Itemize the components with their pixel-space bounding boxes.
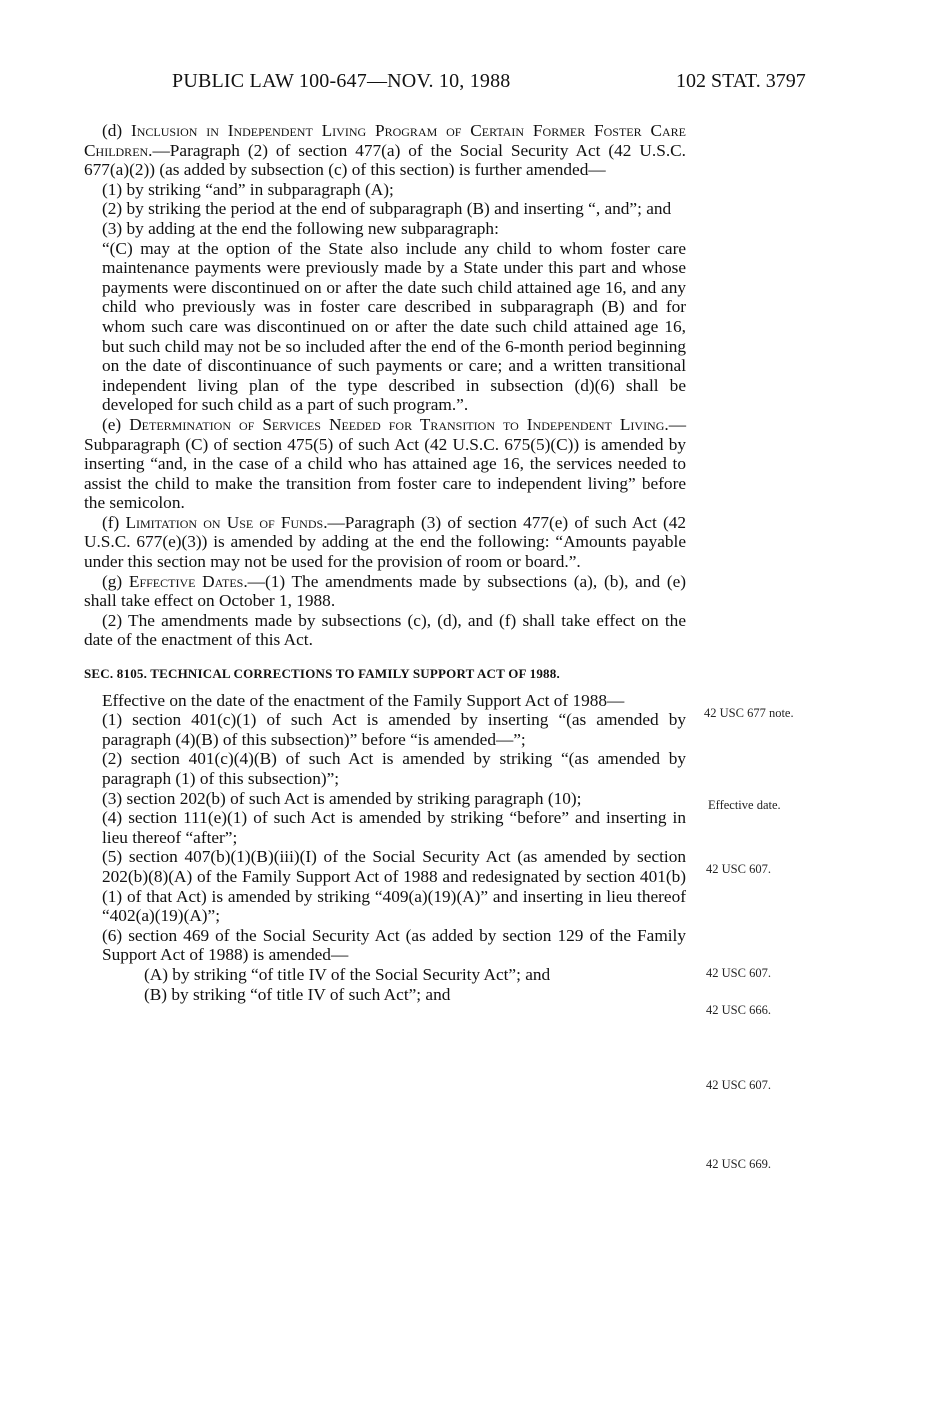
- subsection-g: (g) Effective Dates.—(1) The amendments made by subsections (a), (b), and (e) shall take effect on October 1, 1988.: [84, 571, 686, 611]
- subsection-d-item-3: (3) by adding at the end the following new subparagraph:: [102, 218, 499, 238]
- section-8105-item-4: (4) section 111(e)(1) of such Act is amended by striking “before” and inserting in lieu thereof “after”;: [102, 808, 686, 847]
- subsection-d-quoted-text: “(C) may at the option of the State also include any child to whom foster care maintenance payments were previously made by a State under this part and whose payments were discontinued on or after the date such child attained age 16, and any child who previously was in foster care described in subparagraph (B) and for whom such care was discontinued on or after the date such child attained age 16, but such child may not be so included after the end of the 6-month period beginning on the date of discontinuance of such payments or care; and a written transitional independent living plan of the type described in subsection (d)(6) shall be developed for such child as a part of such program.”.: [102, 238, 686, 415]
- margin-note: 42 USC 677 note.: [704, 706, 794, 720]
- section-8105-heading: SEC. 8105. TECHNICAL CORRECTIONS TO FAMILY SUPPORT ACT OF 1988.: [84, 666, 560, 682]
- margin-note: 42 USC 607.: [706, 1078, 771, 1092]
- section-8105-subitem-a: (A) by striking “of title IV of the Social Security Act”; and: [144, 964, 551, 984]
- section-8105-item-5: (5) section 407(b)(1)(B)(iii)(I) of the Social Security Act (as amended by section 202(b)(8)(A) of the Family Support Act of 1988 and redesignated by section 401(b)(1) of that Act) is amended by striking “409(a)(19)(A)” and inserting in lieu thereof “402(a)(19)(A)”;: [102, 847, 686, 926]
- subsection-d-heading: Inclusion in Independent Living Program of Certain Former Foster Care Children.: [84, 121, 686, 160]
- subsection-f: (f) Limitation on Use of Funds.—Paragraph (3) of section 477(e) of such Act (42 U.S.C. 677(e)(3)) is amended by adding at the end the following: “Amounts payable under this section may not be used for the provision of room or board.”.: [84, 512, 686, 572]
- subsection-d-item-1: (1) by striking “and” in subparagraph (A);: [102, 179, 394, 199]
- section-8105-intro: Effective on the date of the enactment of the Family Support Act of 1988—: [102, 690, 625, 710]
- statute-body: [84, 121, 686, 1004]
- subsection-d-item-2: (2) by striking the period at the end of subparagraph (B) and inserting “, and”; and: [102, 199, 672, 219]
- section-8105-subitem-b: (B) by striking “of title IV of such Act”; and: [144, 984, 451, 1004]
- running-header: PUBLIC LAW 100-647—NOV. 10, 1988: [172, 70, 511, 92]
- subsection-f-heading: Limitation on Use of Funds.: [125, 512, 328, 532]
- margin-note: Effective date.: [708, 798, 781, 812]
- subsection-d: (d) Inclusion in Independent Living Program of Certain Former Foster Care Children.—Paragraph (2) of section 477(a) of the Social Security Act (42 U.S.C. 677(a)(2)) (as added by subsection (c) of this section) is further amended—: [84, 121, 686, 180]
- margin-note: 42 USC 666.: [706, 1003, 771, 1017]
- subsection-g-heading: Effective Dates.: [128, 571, 248, 591]
- subsection-e-heading: Determination of Services Needed for Transition to Independent Living.: [129, 414, 669, 434]
- margin-note: 42 USC 669.: [706, 1157, 771, 1171]
- section-8105-item-6: (6) section 469 of the Social Security Act (as added by section 129 of the Family Support Act of 1988) is amended—: [102, 925, 686, 965]
- section-8105-item-3: (3) section 202(b) of such Act is amended by striking paragraph (10);: [102, 788, 582, 808]
- subsection-e: (e) Determination of Services Needed for Transition to Independent Living.—Subparagraph (C) of section 475(5) of such Act (42 U.S.C. 675(5)(C)) is amended by inserting “and, in the case of a child who has attained age 16, the services needed to assist the child to make the transition from foster care to independent living” before the semicolon.: [84, 414, 686, 513]
- page-number: 102 STAT. 3797: [676, 70, 806, 92]
- subsection-g-paragraph-2: (2) The amendments made by subsections (c), (d), and (f) shall take effect on the date of the enactment of this Act.: [84, 610, 686, 650]
- margin-note: 42 USC 607.: [706, 966, 771, 980]
- margin-note: 42 USC 607.: [706, 862, 771, 876]
- section-8105-item-1: (1) section 401(c)(1) of such Act is amended by inserting “(as amended by paragraph (4)(B) of this subsection)” before “is amended—”;: [102, 710, 686, 749]
- section-8105-item-2: (2) section 401(c)(4)(B) of such Act is amended by striking “(as amended by paragraph (1) of this subsection)”;: [102, 749, 686, 788]
